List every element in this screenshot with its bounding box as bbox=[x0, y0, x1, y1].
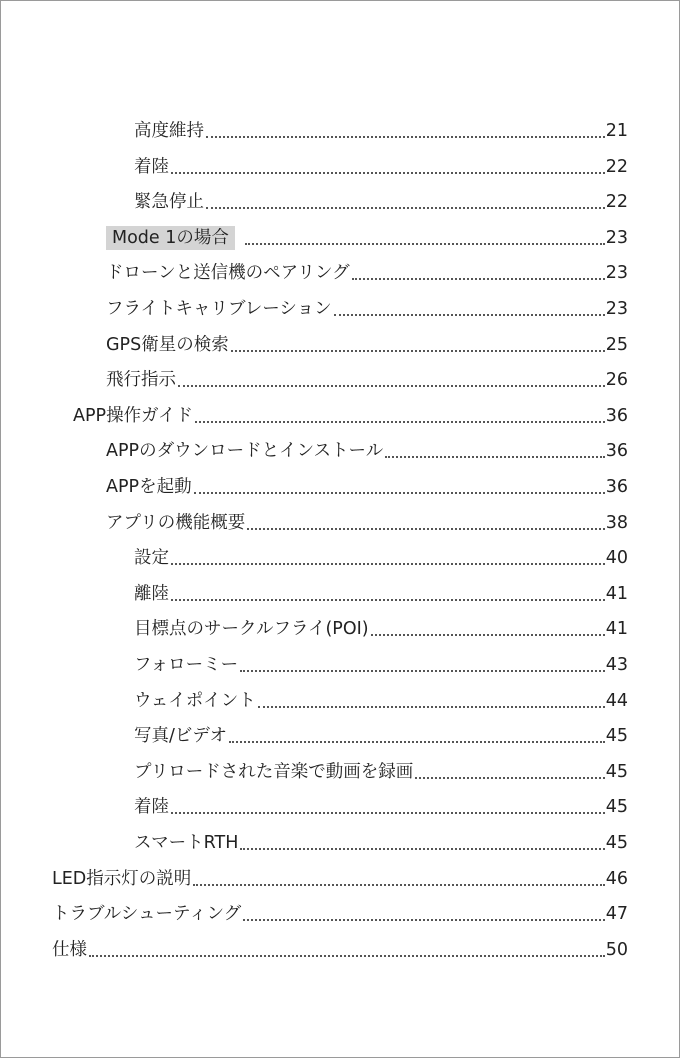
toc-dot-leader bbox=[171, 812, 605, 814]
toc-dot-leader bbox=[352, 278, 605, 280]
toc-entry-title: APPを起動 bbox=[106, 477, 192, 497]
toc-entry[interactable] bbox=[134, 113, 628, 149]
toc-dot-leader bbox=[247, 528, 604, 530]
toc-entry-title: 離陸 bbox=[134, 583, 169, 604]
toc-entry[interactable] bbox=[106, 327, 628, 363]
toc-entry-title: APPのダウンロードとインストール bbox=[106, 441, 384, 462]
toc-entry-title: 写真/ビデオ bbox=[134, 726, 228, 747]
toc-entry-title: トラブルシューティング bbox=[52, 904, 242, 925]
toc-dot-leader bbox=[415, 777, 604, 779]
toc-dot-leader bbox=[171, 599, 605, 601]
toc-entry[interactable] bbox=[134, 683, 628, 719]
toc-entry[interactable] bbox=[106, 469, 628, 505]
toc-entry-title: ドローンと送信機のペアリング bbox=[106, 263, 350, 284]
toc-entry[interactable] bbox=[134, 611, 628, 647]
toc-page-number: 36 bbox=[605, 477, 628, 497]
toc-page-number: 23 bbox=[605, 263, 628, 284]
toc-page-number: 41 bbox=[605, 583, 628, 604]
toc-entry-title: 仕様 bbox=[52, 939, 87, 960]
toc-dot-leader bbox=[171, 172, 605, 174]
toc-dot-leader bbox=[385, 456, 605, 458]
toc-page-number: 46 bbox=[605, 868, 628, 889]
toc-entry[interactable] bbox=[134, 149, 628, 185]
toc-entry-title: 高度維持 bbox=[134, 121, 204, 141]
toc-entry-title: スマートRTH bbox=[134, 833, 239, 853]
toc-page-number: 36 bbox=[605, 441, 628, 462]
toc-page-number: 22 bbox=[605, 192, 628, 213]
toc-page-number: 25 bbox=[605, 334, 628, 355]
toc-entry-title: フライトキャリブレーション bbox=[106, 299, 332, 319]
toc-entry[interactable] bbox=[106, 291, 628, 327]
toc-dot-leader bbox=[194, 492, 605, 494]
toc-entry[interactable] bbox=[73, 398, 628, 434]
toc-entry-title: フォローミー bbox=[134, 655, 239, 675]
toc-entry[interactable] bbox=[134, 754, 628, 790]
toc-entry-title: プリロードされた音楽で動画を録画 bbox=[134, 761, 414, 782]
toc-entry[interactable] bbox=[52, 861, 628, 897]
toc-entry[interactable] bbox=[134, 184, 628, 220]
toc-page-number: 22 bbox=[605, 156, 628, 177]
toc-page-number: 40 bbox=[605, 548, 628, 569]
toc-entry[interactable] bbox=[134, 789, 628, 825]
toc-entry-title: ウェイポイント bbox=[134, 690, 256, 711]
toc-page-number: 21 bbox=[605, 121, 628, 141]
toc-entry[interactable] bbox=[134, 540, 628, 576]
toc-dot-leader bbox=[240, 848, 604, 850]
toc-page-number: 45 bbox=[605, 761, 628, 782]
toc-entry[interactable] bbox=[106, 505, 628, 541]
toc-entry-title: 着陸 bbox=[134, 797, 169, 818]
toc-entry-title: APP操作ガイド bbox=[73, 405, 194, 426]
toc-page-number: 43 bbox=[605, 655, 628, 675]
toc-dot-leader bbox=[206, 207, 605, 209]
toc-dot-leader bbox=[178, 385, 605, 387]
toc-dot-leader bbox=[229, 741, 605, 743]
toc-entry-title: 着陸 bbox=[134, 156, 169, 177]
toc-dot-leader bbox=[193, 884, 604, 886]
toc-entry-title: 目標点のサークルフライ(POI) bbox=[134, 619, 369, 640]
toc-page-number: 50 bbox=[605, 939, 628, 960]
toc-dot-leader bbox=[245, 243, 605, 245]
toc-page-number: 36 bbox=[605, 405, 628, 426]
toc-entry-title: 飛行指示 bbox=[106, 370, 176, 391]
toc-page-number: 45 bbox=[605, 797, 628, 818]
toc-entry-title: アプリの機能概要 bbox=[106, 512, 246, 533]
toc-entry-title: 緊急停止 bbox=[134, 192, 204, 213]
toc-page-number: 44 bbox=[605, 690, 628, 711]
toc-page-number: 45 bbox=[605, 833, 628, 853]
toc-dot-leader bbox=[171, 563, 605, 565]
toc-page-number: 38 bbox=[605, 512, 628, 533]
toc-page-number: 23 bbox=[605, 299, 628, 319]
toc-entry-highlighted[interactable] bbox=[106, 220, 628, 256]
toc-entry-title: Mode 1の場合 bbox=[106, 226, 235, 250]
toc-entry-title: 設定 bbox=[134, 548, 169, 569]
toc-entry[interactable] bbox=[134, 576, 628, 612]
toc-dot-leader bbox=[231, 350, 605, 352]
toc-page-number: 41 bbox=[605, 619, 628, 640]
toc-dot-leader bbox=[206, 136, 605, 138]
toc-entry[interactable] bbox=[106, 362, 628, 398]
toc-entry[interactable] bbox=[106, 255, 628, 291]
toc-entry[interactable] bbox=[52, 932, 628, 968]
toc-page-number: 45 bbox=[605, 726, 628, 747]
toc-dot-leader bbox=[371, 634, 605, 636]
toc-dot-leader bbox=[243, 919, 604, 921]
toc-entry[interactable] bbox=[134, 647, 628, 683]
toc-dot-leader bbox=[89, 955, 605, 957]
toc-dot-leader bbox=[240, 670, 605, 672]
toc-page-number: 47 bbox=[605, 904, 628, 925]
toc-page-number: 26 bbox=[605, 370, 628, 391]
toc-entry[interactable] bbox=[52, 896, 628, 932]
toc-dot-leader bbox=[258, 706, 605, 708]
toc-entry-title: LED指示灯の説明 bbox=[52, 868, 192, 889]
toc-entry-title: GPS衛星の検索 bbox=[106, 334, 229, 355]
toc-dot-leader bbox=[195, 421, 605, 423]
toc-entry[interactable] bbox=[106, 433, 628, 469]
toc-entry[interactable] bbox=[134, 825, 628, 861]
toc-dot-leader bbox=[334, 314, 605, 316]
toc-entry[interactable] bbox=[134, 718, 628, 754]
toc-page-number: 23 bbox=[605, 227, 628, 248]
